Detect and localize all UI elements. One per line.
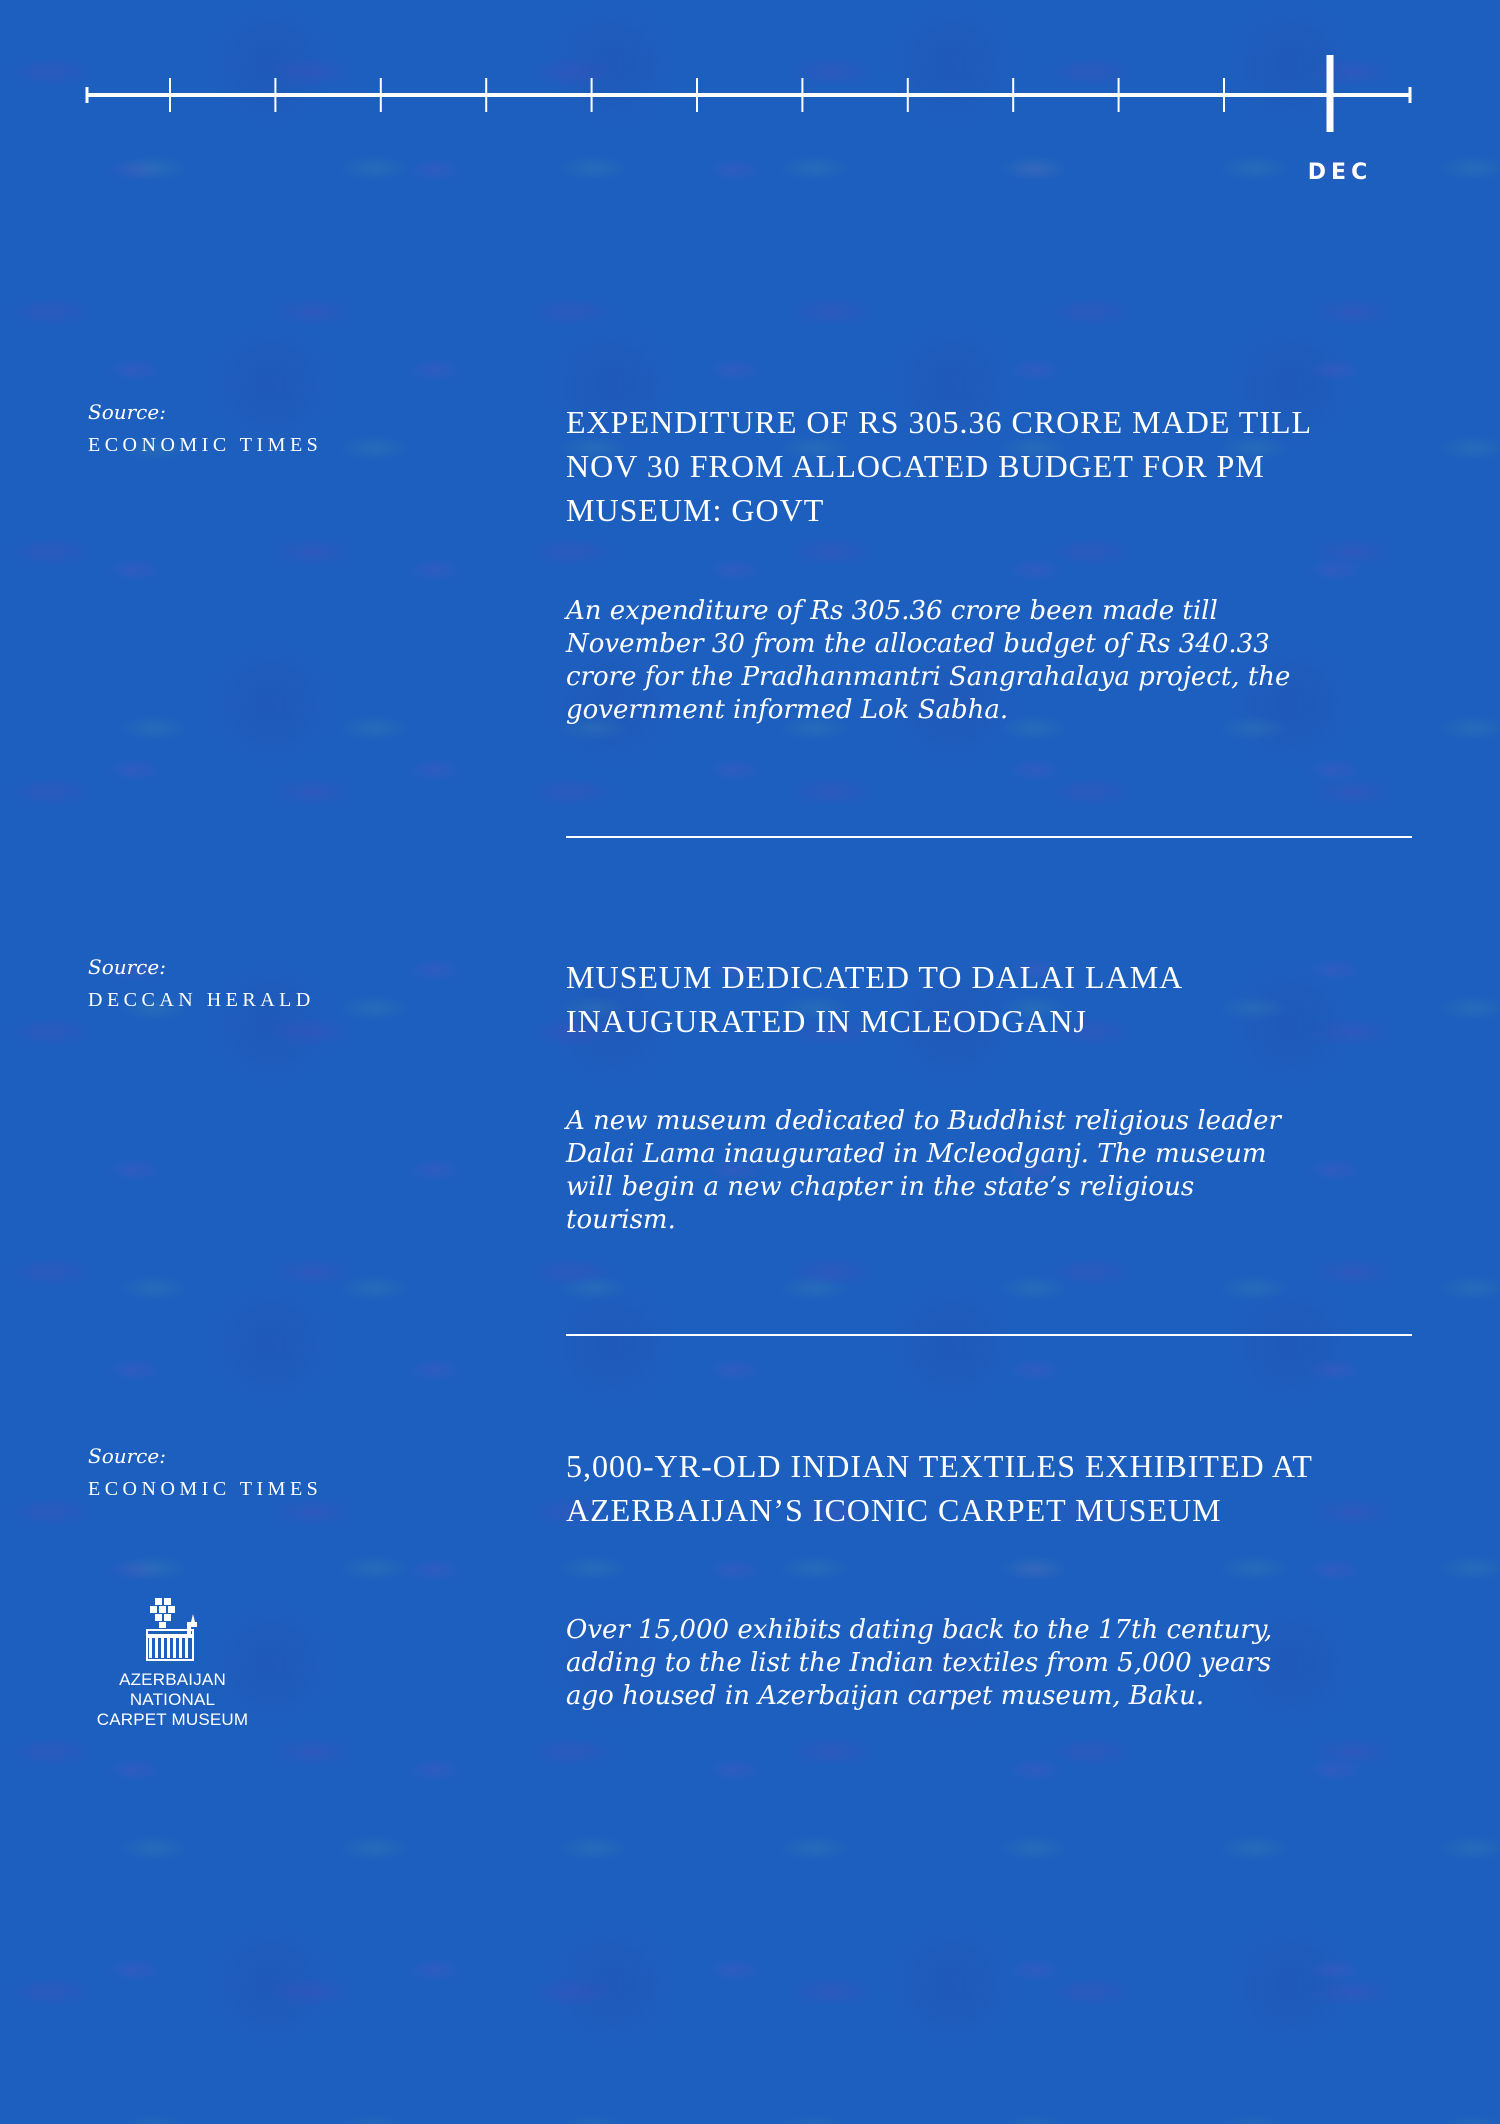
headline: EXPENDITURE OF RS 305.36 CRORE MADE TILL NOV 30 FROM ALLOCATED BUDGET FOR PM MUSEUM: GOVT xyxy=(566,404,1311,528)
source-name: ECONOMIC TIMES xyxy=(88,434,323,456)
summary: Over 15,000 exhibits dating back to the 17th century, adding to the list the Indian textiles from 5,000 years ago housed in Azerbaijan carpet museum, Baku. xyxy=(566,1615,1273,1711)
source-block xyxy=(88,400,322,457)
divider xyxy=(566,836,1412,838)
headline: MUSEUM DEDICATED TO DALAI LAMA INAUGURATED IN MCLEODGANJ xyxy=(566,959,1182,1039)
timeline-axis xyxy=(0,0,1500,200)
current-month-label: DEC xyxy=(1307,160,1373,185)
source-block xyxy=(88,1444,322,1501)
azerbaijan-carpet-museum-logo xyxy=(90,1590,255,1730)
carpet-museum-emblem-icon xyxy=(133,1590,213,1670)
source-name: DECCAN HERALD xyxy=(88,989,315,1011)
summary: An expenditure of Rs 305.36 crore been made till November 30 from the allocated budget of Rs 340.33 crore for the Pradhanmantri Sangrahalaya project, the government informed Lok Sabha. xyxy=(566,596,1291,725)
summary: A new museum dedicated to Buddhist religious leader Dalai Lama inaugurated in Mcleodganj. The museum will begin a new chapter in the state’s religious tourism. xyxy=(566,1106,1281,1235)
logo-text-line2: CARPET MUSEUM xyxy=(96,1710,249,1729)
headline: 5,000-YR-OLD INDIAN TEXTILES EXHIBITED AT AZERBAIJAN’S ICONIC CARPET MUSEUM xyxy=(566,1448,1313,1528)
source-caption: Source: xyxy=(88,1444,166,1468)
month-timeline xyxy=(0,0,1500,200)
source-caption: Source: xyxy=(88,400,166,424)
source-block xyxy=(88,955,315,1012)
source-name: ECONOMIC TIMES xyxy=(88,1478,323,1500)
divider xyxy=(566,1334,1412,1336)
logo-text-line1: AZERBAIJAN NATIONAL xyxy=(119,1670,226,1709)
source-caption: Source: xyxy=(88,955,166,979)
